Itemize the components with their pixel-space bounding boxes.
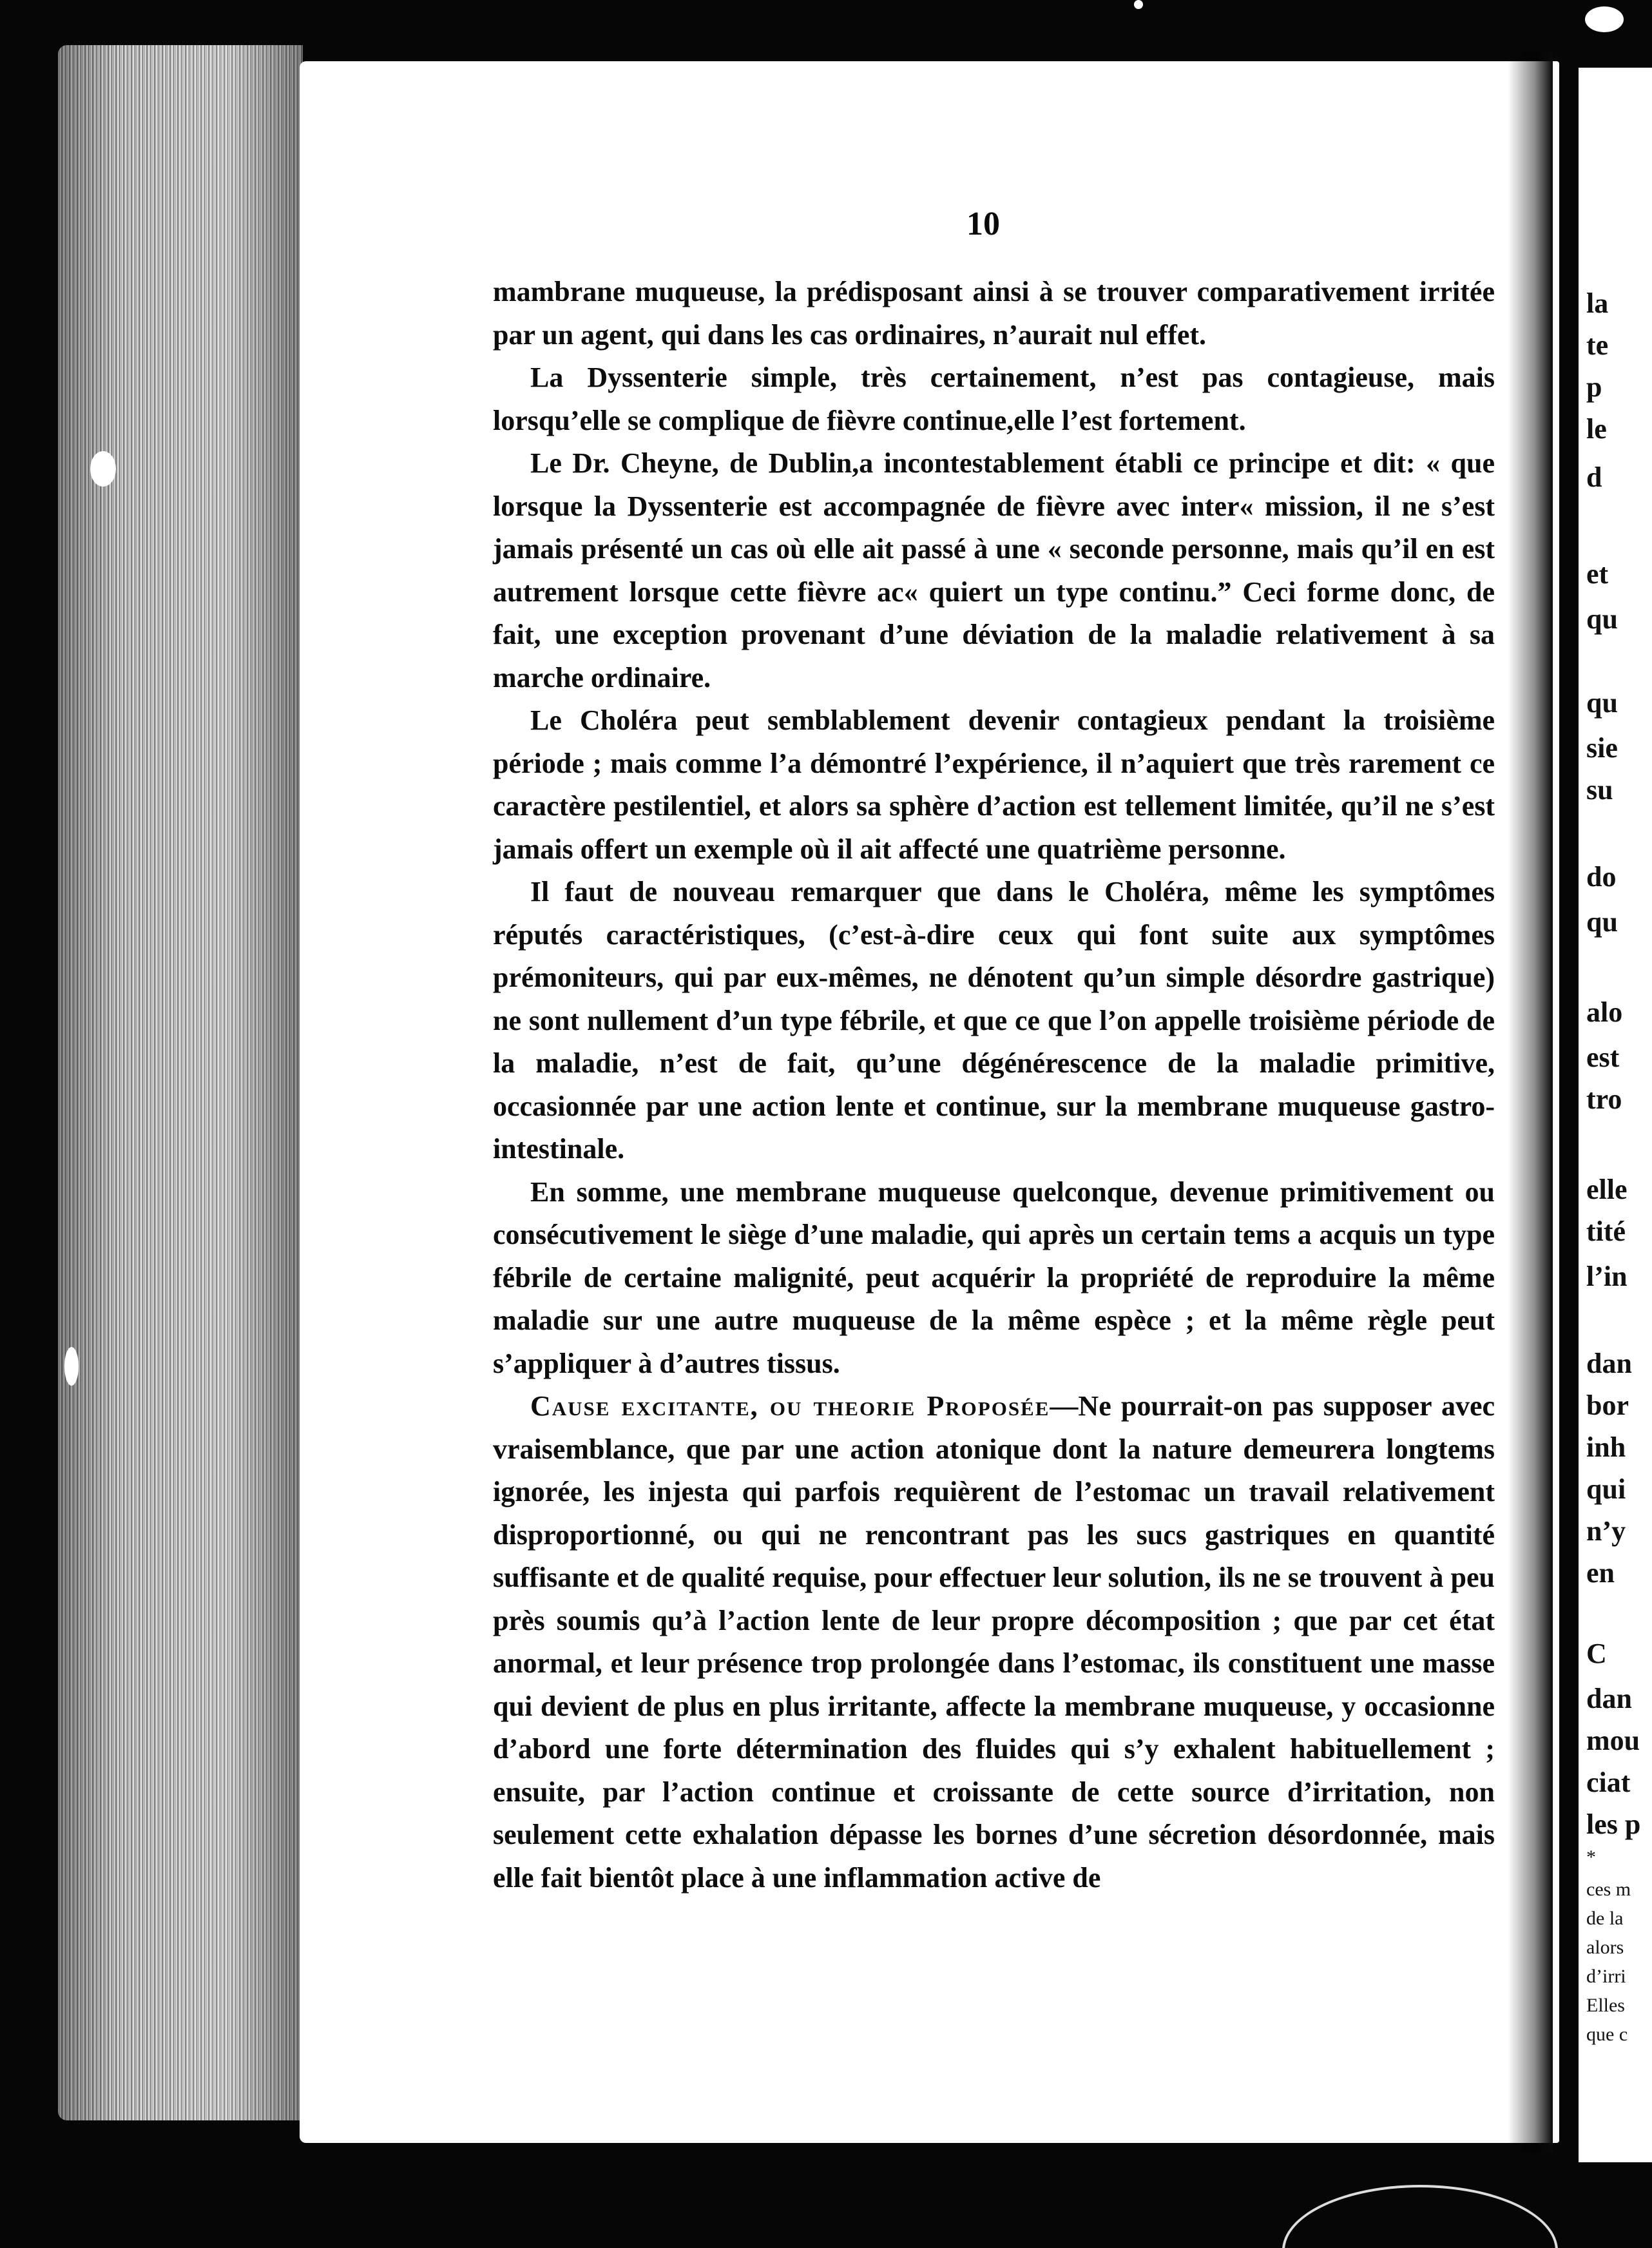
facing-page-word: qu — [1586, 603, 1618, 635]
facing-page-word: d — [1586, 461, 1602, 493]
facing-page-footnote-word: Elles — [1586, 1995, 1625, 2016]
facing-page-word: inh — [1586, 1431, 1626, 1463]
facing-page-word: qu — [1586, 906, 1618, 938]
page-gutter-shadow — [1508, 52, 1553, 2153]
facing-page-word: bor — [1586, 1390, 1629, 1421]
section-dash: — — [1050, 1390, 1079, 1422]
section-heading: Cause excitante, ou theorie Proposée — [530, 1390, 1050, 1422]
facing-page-footnote-word: d’irri — [1586, 1966, 1626, 1987]
facing-page-footnote-word: alors — [1586, 1937, 1624, 1958]
paragraph: Il faut de nouveau remarquer que dans le Choléra, même les symptômes réputés caractéristiques, (c’est-à-dire ceux qui font suite aux symptômes prémoniteurs, qui par eux-mêmes, ne dénotent qu’un simple désordre gastrique) ne sont nullement d’un type fébrile, et que ce que l’on appelle troisième période de la maladie, n’est de fait, qu’une dégénérescence de la maladie primitive, occasionnée par une action lente et continue, sur la membrane muqueuse gastro-intestinale. — [493, 876, 1495, 1165]
facing-page-word: qu — [1586, 687, 1618, 719]
facing-page-word: elle — [1586, 1174, 1628, 1205]
paragraph: mambrane muqueuse, la prédisposant ainsi à se trouver comparativement irritée par un agent, qui dans les cas ordinaires, n’aurait nul effet. — [493, 276, 1495, 351]
facing-page-word: dan — [1586, 1683, 1632, 1714]
facing-page-footnote-word: que c — [1586, 2024, 1628, 2045]
facing-page-word: te — [1586, 329, 1609, 361]
facing-page-word: sie — [1586, 732, 1618, 764]
facing-page-word: le — [1586, 413, 1607, 445]
scan-speck — [64, 1347, 79, 1386]
page-curl-mark — [1282, 2185, 1558, 2248]
facing-page-word: do — [1586, 861, 1617, 893]
paragraph: Le Dr. Cheyne, de Dublin,a incontestablement établi ce principe et dit: « que lorsque la Dyssenterie est accompagnée de fièvre avec inter« mission, il ne s’est jamais présenté un cas où elle ait passé à une « seconde personne, mais qu’il en est autrement lorsque cette fièvre ac« quiert un type continu.” Ceci forme donc, de fait, une exception provenant d’une déviation de la maladie relativement à sa marche ordinaire. — [493, 447, 1495, 693]
facing-page-word: n’y — [1586, 1515, 1626, 1547]
facing-page-word: ciat — [1586, 1767, 1631, 1798]
facing-page-word: tro — [1586, 1083, 1622, 1115]
facing-page-word: l’in — [1586, 1261, 1628, 1292]
facing-page-word: en — [1586, 1557, 1615, 1589]
section-paragraph — [493, 1385, 1495, 1899]
facing-page-footnote-word: ces m — [1586, 1879, 1631, 1900]
facing-page-word: C — [1586, 1638, 1607, 1669]
book-edge-shadow — [58, 45, 303, 2120]
facing-page-fragment — [1579, 68, 1652, 2162]
facing-page-word: tité — [1586, 1216, 1626, 1247]
facing-page-word: la — [1586, 287, 1609, 319]
scan-speck — [1134, 0, 1143, 9]
scan-speck — [90, 451, 116, 487]
facing-page-word: alo — [1586, 996, 1623, 1028]
facing-page-word: est — [1586, 1042, 1620, 1073]
facing-page-word: les p — [1586, 1808, 1641, 1840]
facing-page-word: dan — [1586, 1348, 1632, 1379]
facing-page-word: su — [1586, 774, 1613, 806]
paragraph: Le Choléra peut semblablement devenir contagieux pendant la troisième période ; mais comme l’a démontré l’expérience, il n’aquiert que très rarement ce caractère pestilentiel, et alors sa sphère d’action est tellement limitée, qu’il ne s’est jamais offert un exemple où il ait affecté une quatrième personne. — [493, 704, 1495, 865]
page-body-text — [493, 271, 1495, 1899]
page-number: 10 — [966, 206, 1000, 242]
facing-page-word: et — [1586, 558, 1609, 590]
facing-page-word: mou — [1586, 1725, 1640, 1756]
paragraph: En somme, une membrane muqueuse quelconque, devenue primitivement ou consécutivement le siège d’une maladie, qui après un certain tems a acquis un type fébrile de certaine malignité, peut acquérir la propriété de reproduire la même maladie sur une autre muqueuse de la même espèce ; et la même règle peut s’appliquer à d’autres tissus. — [493, 1176, 1495, 1379]
facing-page-word: qui — [1586, 1473, 1626, 1505]
facing-page-footnote-word: * — [1586, 1846, 1596, 1868]
section-text: Ne pourrait-on pas supposer avec vraisemblance, que par une action atonique dont la nature demeurera longtems ignorée, les injesta qui parfois requièrent de l’estomac un travail relativement disproportionné, ou qui ne rencontrant pas les sucs gastriques en quantité suffisante et de qualité requise, pour effectuer leur solution, ils ne se trouvent à peu près soumis qu’à l’action lente de leur propre décomposition ; que par cet état anormal, et leur présence trop prolongée dans l’estomac, ils constituent une masse qui devient de plus en plus irritante, affecte la membrane muqueuse, y occasionne d’abord une forte détermination des fluides qui s’y exhalent habituellement ; ensuite, par l’action continue et croissante de cette source d’irritation, non seulement cette exhalation dépasse les bornes d’une sécretion désordonnée, mais elle fait bientôt place à une inflammation active de — [493, 1390, 1495, 1894]
scan-speck — [1585, 6, 1624, 32]
paragraph: La Dyssenterie simple, très certainement, n’est pas contagieuse, mais lorsqu’elle se complique de fièvre continue,elle l’est fortement. — [493, 362, 1495, 436]
facing-page-footnote-word: de la — [1586, 1908, 1624, 1929]
facing-page-word: p — [1586, 371, 1602, 403]
